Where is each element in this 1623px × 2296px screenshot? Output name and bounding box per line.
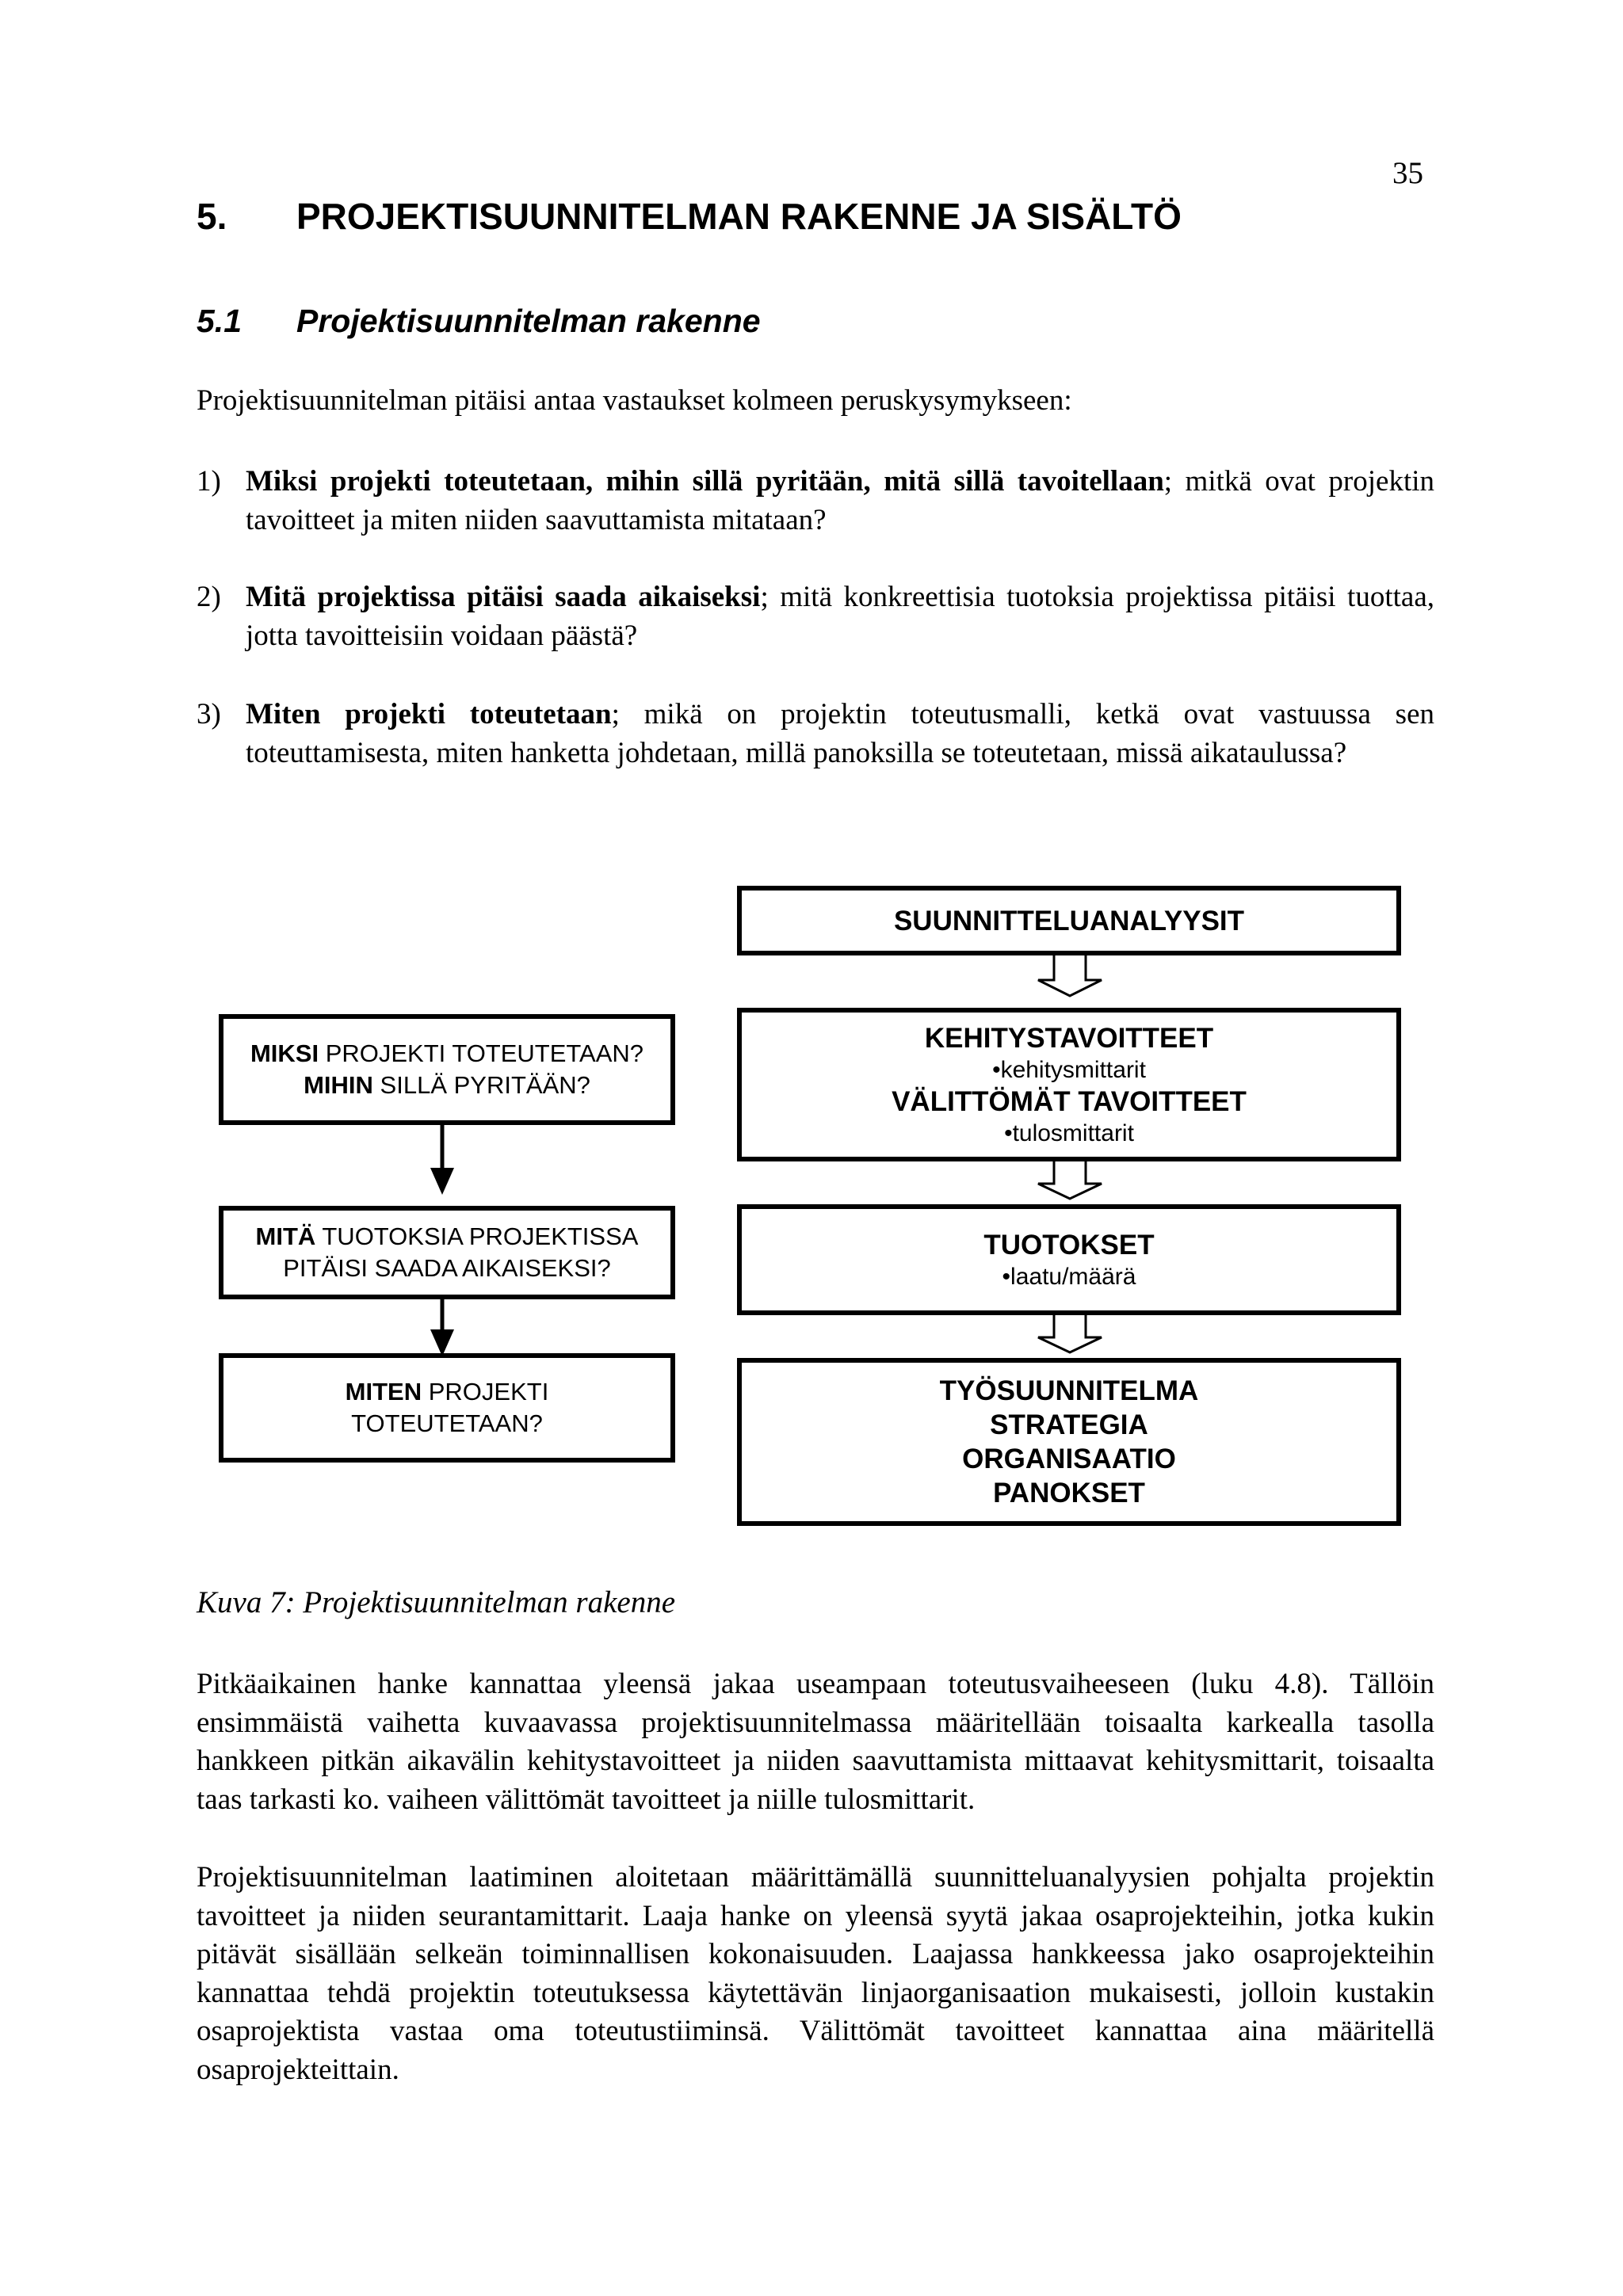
down-arrow-hollow bbox=[1038, 1158, 1102, 1199]
box-title: SUUNNITTELUANALYYSIT bbox=[893, 905, 1245, 936]
box-subtitle: •kehitysmittarit bbox=[992, 1057, 1146, 1083]
box-title: TUOTOKSET bbox=[983, 1230, 1155, 1261]
box-keyword: MITÄ bbox=[255, 1222, 316, 1250]
question-rest: ; mitä konkreettisia tuotoksia projektissa pitäisi tuottaa, jotta tavoitteisiin voidaan päästä? bbox=[246, 581, 1434, 652]
box-subtitle: •laatu/määrä bbox=[1002, 1264, 1136, 1290]
box-title: VÄLITTÖMÄT TAVOITTEET bbox=[892, 1086, 1247, 1117]
question-bold: Mitä projektissa pitäisi saada aikaiseksi bbox=[246, 581, 761, 613]
question-bold: Miksi projekti toteutetaan, mihin sillä pyritään, mitä sillä tavoitellaan bbox=[246, 465, 1164, 498]
box-subtitle: •tulosmittarit bbox=[1004, 1120, 1134, 1146]
left-box-why bbox=[219, 1014, 675, 1125]
question-number: 1) bbox=[197, 465, 221, 498]
question-number: 2) bbox=[197, 581, 221, 613]
box-text: SILLÄ PYRITÄÄN? bbox=[372, 1071, 590, 1099]
chapter-title: PROJEKTISUUNNITELMAN RAKENNE JA SISÄLTÖ bbox=[296, 196, 1182, 237]
down-arrow-hollow bbox=[1038, 953, 1102, 996]
question-bold: Miten projekti toteutetaan bbox=[246, 698, 612, 730]
box-title: KEHITYSTAVOITTEET bbox=[924, 1023, 1214, 1054]
box-line bbox=[256, 1221, 639, 1253]
question-number: 3) bbox=[197, 698, 221, 730]
section-number: 5.1 bbox=[197, 303, 242, 339]
figure-caption: Kuva 7: Projektisuunnitelman rakenne bbox=[197, 1585, 676, 1619]
box-outputs bbox=[737, 1204, 1401, 1315]
box-text: PROJEKTI TOTEUTETAAN? bbox=[319, 1039, 644, 1067]
box-keyword: MIHIN bbox=[304, 1071, 373, 1099]
box-work-plan bbox=[737, 1358, 1401, 1526]
box-line bbox=[346, 1376, 549, 1408]
left-box-what bbox=[219, 1206, 675, 1299]
box-line bbox=[283, 1253, 611, 1284]
body-paragraph: Pitkäaikainen hanke kannattaa yleensä jakaa useampaan toteutusvaiheeseen (luku 4.8). Tällöin ensimmäistä vaihetta kuvaavassa projektisuunnitelmassa määritellään toisaalta karkealla tasolla hankkeen pitkän aikavälin kehitystavoitteet ja niiden saavuttamista mittaavat kehitysmittarit, toisaalta taas tarkasti ko. vaiheen välittömät tavoitteet ja niille tulosmittarit. bbox=[197, 1668, 1434, 1816]
box-goals bbox=[737, 1008, 1401, 1161]
chapter-number: 5. bbox=[197, 196, 227, 237]
box-line bbox=[250, 1038, 643, 1070]
down-arrow-solid bbox=[430, 1122, 454, 1195]
question-rest: ; mitkä ovat projektin tavoitteet ja miten niiden saavuttamista mitataan? bbox=[246, 465, 1435, 536]
section-title: Projektisuunnitelman rakenne bbox=[296, 303, 761, 339]
down-arrow-hollow bbox=[1038, 1312, 1102, 1352]
box-keyword: MIKSI bbox=[250, 1039, 319, 1067]
box-line bbox=[304, 1070, 590, 1101]
box-text: PITÄISI SAADA AIKAISEKSI? bbox=[283, 1254, 611, 1282]
question-rest: ; mikä on projektin toteutusmalli, ketkä ovat vastuussa sen toteuttamisesta, miten hanketta johdetaan, millä panoksilla se toteutetaan, missä aikataulussa? bbox=[246, 698, 1434, 769]
box-line bbox=[351, 1408, 543, 1440]
box-text: TOTEUTETAAN? bbox=[351, 1409, 543, 1437]
box-title: ORGANISAATIO bbox=[962, 1444, 1176, 1474]
box-keyword: MITEN bbox=[345, 1378, 422, 1405]
intro-text: Projektisuunnitelman pitäisi antaa vastaukset kolmeen peruskysymykseen: bbox=[197, 384, 1072, 417]
box-text: TUOTOKSIA PROJEKTISSA bbox=[315, 1222, 639, 1250]
left-box-how bbox=[219, 1353, 675, 1463]
box-planning-analyses bbox=[737, 886, 1401, 955]
box-text: PROJEKTI bbox=[422, 1378, 549, 1405]
body-paragraph: Projektisuunnitelman laatiminen aloitetaan määrittämällä suunnitteluanalyysien pohjalta projektin tavoitteet ja niiden seurantamittarit. Laaja hanke on yleensä syytä jakaa osaprojekteihin, jotka kukin pitävät sisällään selkeän toiminnallisen kokonaisuuden. Laajassa hankkeessa jako osaprojekteihin kannattaa tehdä projektin toteutuksessa käytettävän linjaorganisaation mukaisesti, jolloin kustakin osaprojektista vastaa oma toteutustiiminsä. Välittömät tavoitteet kannattaa aina määritellä osaprojekteittain. bbox=[197, 1861, 1434, 2086]
page-number: 35 bbox=[1392, 156, 1423, 190]
box-title: PANOKSET bbox=[993, 1478, 1145, 1508]
box-title: STRATEGIA bbox=[990, 1409, 1148, 1440]
box-title: TYÖSUUNNITELMA bbox=[939, 1375, 1199, 1406]
down-arrow-solid bbox=[430, 1296, 454, 1356]
